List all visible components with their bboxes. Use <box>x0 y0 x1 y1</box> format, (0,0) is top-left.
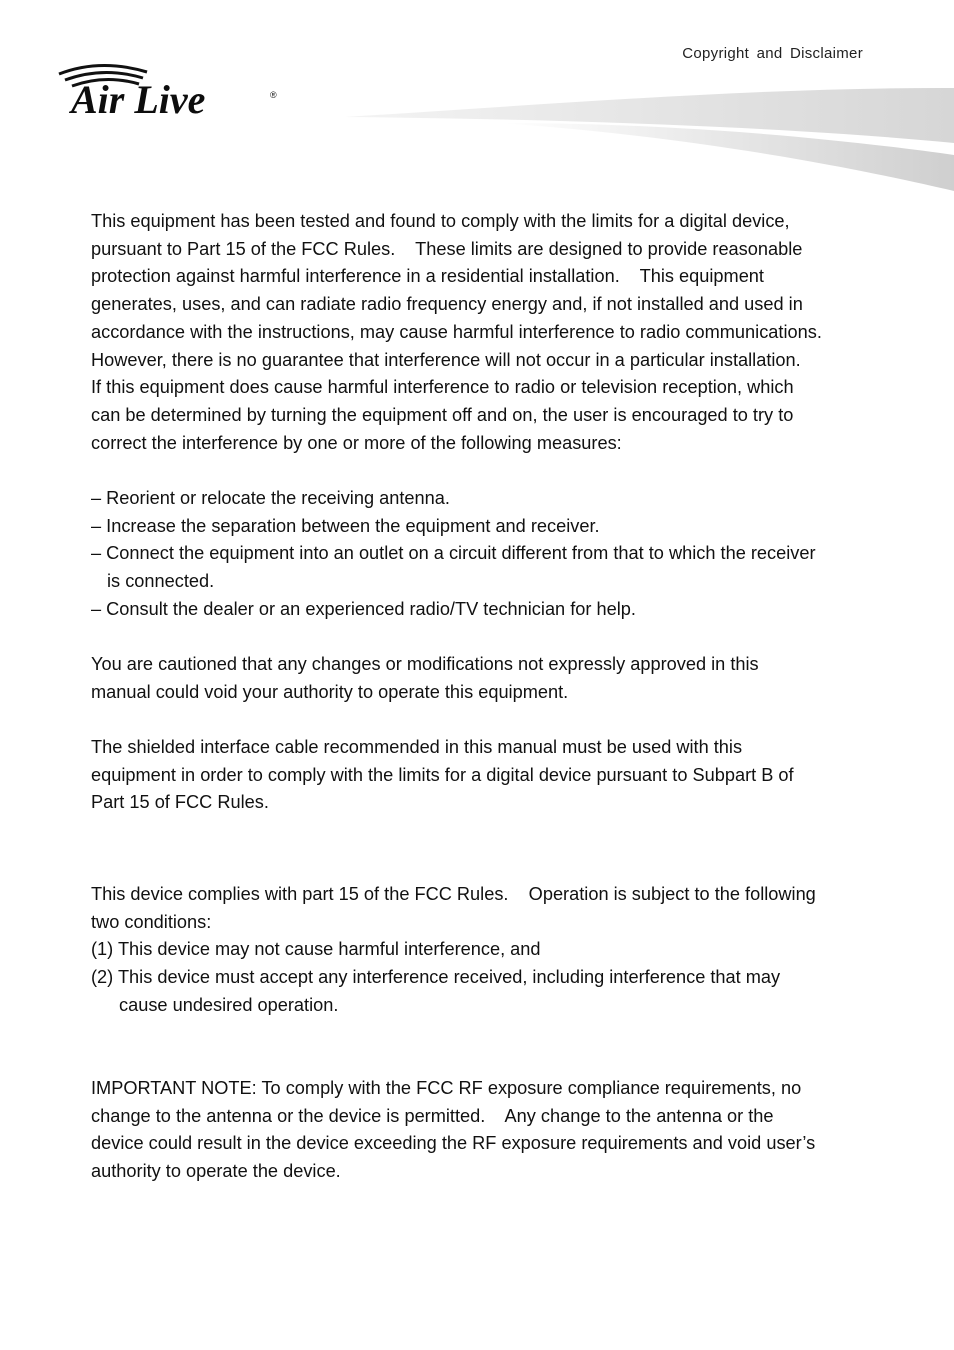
text-line: can be determined by turning the equipment off and on, the user is encouraged to try to <box>91 404 794 425</box>
text-line: generates, uses, and can radiate radio frequency energy and, if not installed and used in <box>91 294 803 315</box>
part15-conditions-paragraph <box>91 881 881 1020</box>
text-line: Part 15 of FCC Rules. <box>91 792 269 813</box>
text-line: IMPORTANT NOTE: To comply with the FCC RF exposure compliance requirements, no <box>91 1078 802 1098</box>
airlive-logo-text: Air Live <box>71 77 206 122</box>
text-line: This equipment has been tested and found to comply with the limits for a digital device, <box>91 211 790 231</box>
section-header-label: Copyright and Disclaimer <box>682 45 863 62</box>
text-line: change to the antenna or the device is permitted. Any change to the antenna or the <box>91 1105 774 1126</box>
text-line: correct the interference by one or more of the following measures: <box>91 432 622 453</box>
condition-item-continuation: cause undesired operation. <box>119 994 339 1015</box>
list-item: – Reorient or relocate the receiving antenna. <box>91 488 450 508</box>
header-swoosh-decoration <box>340 85 954 195</box>
text-line: device could result in the device exceeding the RF exposure requirements and void user’s <box>91 1133 816 1154</box>
measures-list <box>91 485 881 624</box>
text-line: You are cautioned that any changes or modifications not expressly approved in this <box>91 654 759 674</box>
caution-paragraph <box>91 651 881 706</box>
condition-item: (1) This device may not cause harmful interference, and <box>91 939 541 960</box>
list-item: – Increase the separation between the equipment and receiver. <box>91 515 600 536</box>
list-item-continuation: is connected. <box>107 571 215 592</box>
text-line: manual could void your authority to operate this equipment. <box>91 681 569 702</box>
text-line: However, there is no guarantee that interference will not occur in a particular installation. <box>91 349 801 370</box>
text-line: protection against harmful interference in a residential installation. This equipment <box>91 266 764 287</box>
text-line: authority to operate the device. <box>91 1161 341 1182</box>
list-item: – Connect the equipment into an outlet on a circuit different from that to which the receiver <box>91 543 816 564</box>
text-line: If this equipment does cause harmful interference to radio or television reception, which <box>91 377 794 398</box>
shielded-cable-paragraph <box>91 734 881 817</box>
condition-item: (2) This device must accept any interference received, including interference that may <box>91 967 781 988</box>
list-item: – Consult the dealer or an experienced radio/TV technician for help. <box>91 598 636 619</box>
text-line: pursuant to Part 15 of the FCC Rules. These limits are designed to provide reasonable <box>91 238 803 259</box>
text-line: The shielded interface cable recommended in this manual must be used with this <box>91 737 743 757</box>
text-line: equipment in order to comply with the limits for a digital device pursuant to Subpart B of <box>91 764 794 785</box>
text-line: two conditions: <box>91 911 212 932</box>
important-note-paragraph <box>91 1075 881 1186</box>
registered-mark: ® <box>270 90 277 100</box>
text-line: accordance with the instructions, may cause harmful interference to radio communications. <box>91 321 822 342</box>
fcc-intro-paragraph <box>91 208 881 457</box>
text-line: This device complies with part 15 of the FCC Rules. Operation is subject to the following <box>91 884 816 904</box>
